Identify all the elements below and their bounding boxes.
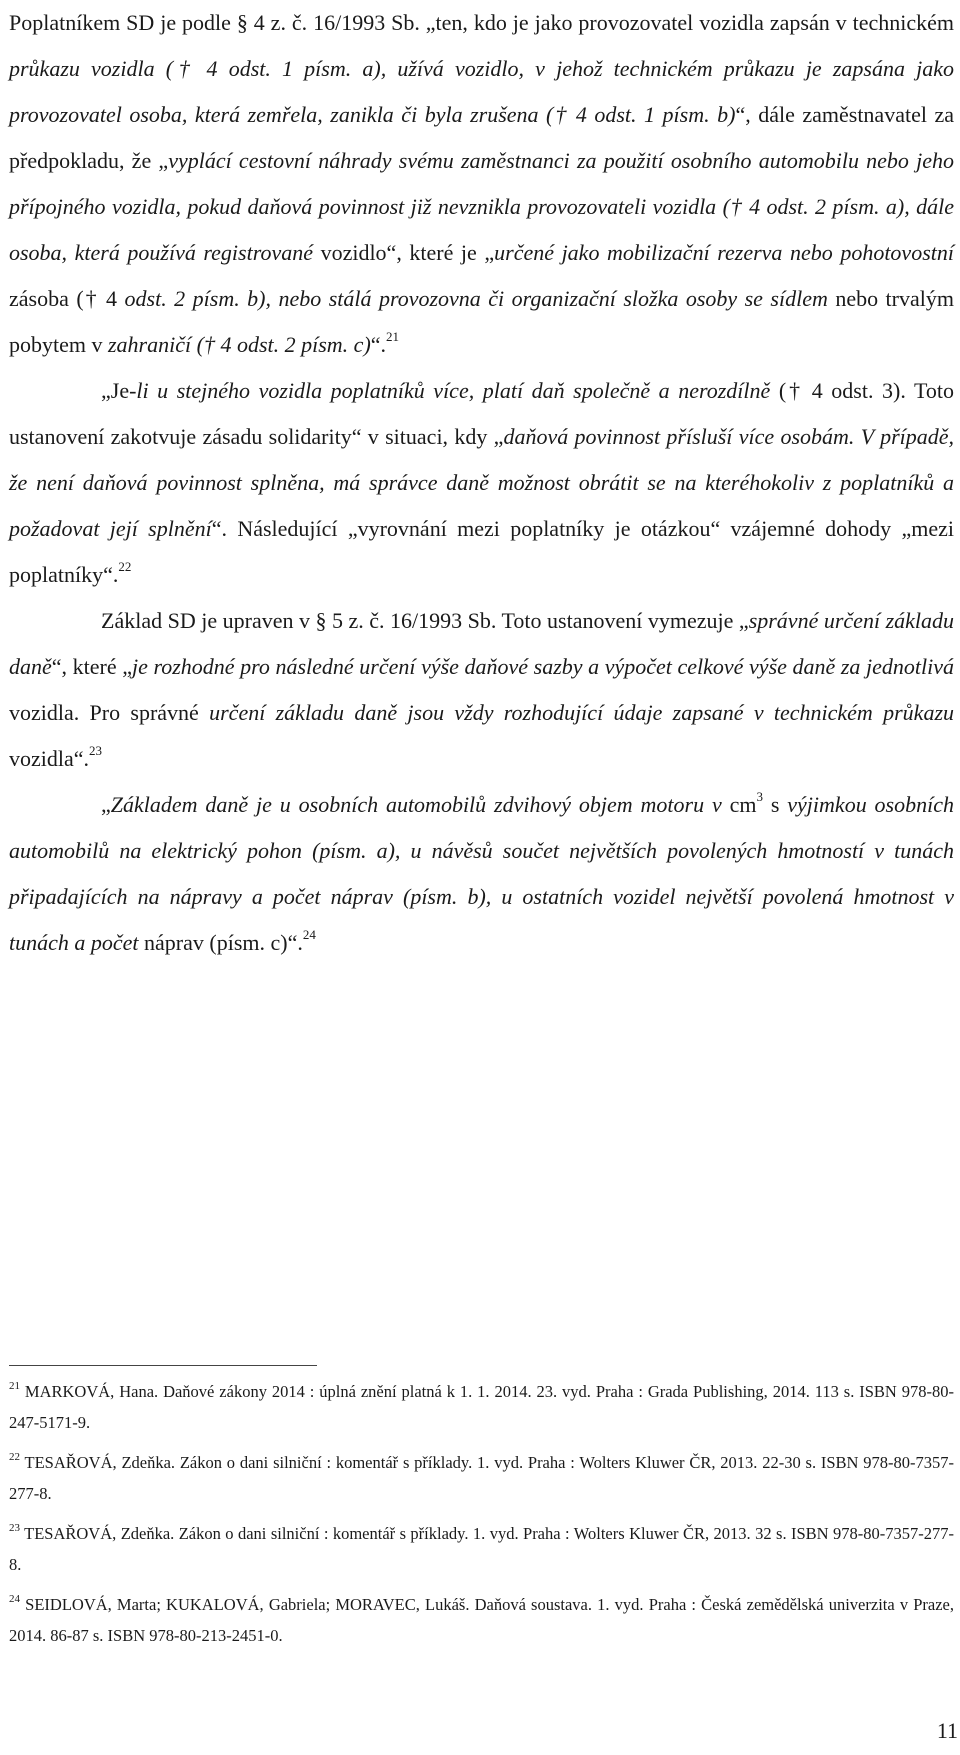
text-run: zásoba († 4 <box>9 286 125 311</box>
text-run: náprav (písm. c)“. <box>138 930 303 955</box>
text-run: cm <box>721 792 757 817</box>
paragraph <box>9 782 954 966</box>
paragraph <box>9 0 954 368</box>
text-run: vozidla“. <box>9 746 90 771</box>
text-run: Poplatníkem SD je podle § 4 z. č. 16/1993 Sb. „ten, kdo je jako provozovatel vozidla zapsán v technickém <box>9 10 954 35</box>
footnote <box>9 1376 954 1438</box>
footnote-number: 21 <box>9 1379 20 1392</box>
italic-text: daňová povinnost přísluší více osobám. V případě, že není daňová povinnost splněna, má správce daně možnost obrátit se na kteréhokoliv z poplatníků a požadovat její splnění <box>9 424 955 541</box>
footnote-reference: 24 <box>302 926 316 942</box>
footnote-number: 23 <box>9 1521 20 1534</box>
text-run: vozidlo“, které je „ <box>320 240 495 265</box>
footnote-reference: 22 <box>118 558 132 574</box>
footnote-number: 22 <box>9 1450 20 1463</box>
text-run: „Je- <box>101 378 137 403</box>
italic-text: průkazu vozidla († 4 odst. 1 písm. a), užívá vozidlo, v jehož technickém průkazu je zapsána jako provozovatel osoba, která zemřela, zanikla či byla zrušena († 4 odst. 1 písm. b) <box>9 56 954 127</box>
page-number: 11 <box>936 1718 958 1743</box>
italic-text: určení základu daně jsou vždy rozhodující údaje zapsané v technickém průkazu <box>209 700 955 725</box>
footnote-number: 24 <box>9 1592 20 1605</box>
text-run: Základ SD je upraven v § 5 z. č. 16/1993 Sb. Toto ustanovení vymezuje „ <box>101 608 749 633</box>
footnote-separator <box>9 1365 317 1366</box>
footnote <box>9 1518 954 1580</box>
italic-text: určené jako mobilizační rezerva nebo pohotovostní <box>494 240 954 265</box>
text-run: “, dále zaměstnavatel za předpokladu, že „ <box>9 102 954 173</box>
footnote-text: TESAŘOVÁ, Zdeňka. Zákon o dani silniční : komentář s příklady. 1. vyd. Praha : Wolters Kluwer ČR, 2013. 22-30 s. ISBN 978-80-7357-277-8. <box>9 1453 955 1503</box>
text-run: vozidla. Pro správné <box>9 700 210 725</box>
footnote-text: SEIDLOVÁ, Marta; KUKALOVÁ, Gabriela; MORAVEC, Lukáš. Daňová soustava. 1. vyd. Praha : Česká zemědělská univerzita v Praze, 2014. 86-87 s. ISBN 978-80-213-2451-0. <box>9 1595 955 1645</box>
paragraph <box>9 368 954 598</box>
text-run: “, které „ <box>51 654 132 679</box>
text-run: “. <box>370 332 387 357</box>
footnote-reference: 3 <box>756 788 763 804</box>
text-run: († 4 odst. 3). Toto ustanovení zakotvuje zásadu solidarity“ v situaci, kdy „ <box>9 378 954 449</box>
text-run: „ <box>101 792 111 817</box>
text-run: “. Následující „vyrovnání mezi poplatníky je otázkou“ vzájemné dohody „mezi poplatníky“. <box>9 516 954 587</box>
footnotes <box>9 1376 954 1660</box>
text-run: s <box>762 792 788 817</box>
italic-text: li u stejného vozidla poplatníků více, platí daň společně a nerozdílně <box>136 378 771 403</box>
footnote <box>9 1589 954 1651</box>
body-text <box>9 0 954 966</box>
text-run: nebo trvalým pobytem v <box>9 286 954 357</box>
italic-text: výjimkou osobních automobilů na elektrický pohon (písm. a), u návěsů součet největších povolených hmotností v tunách připadajících na nápravy a počet náprav (písm. b), u ostatních vozidel největší povolená hmotnost v tunách a počet <box>9 792 954 955</box>
footnote-text: TESAŘOVÁ, Zdeňka. Zákon o dani silniční : komentář s příklady. 1. vyd. Praha : Wolters Kluwer ČR, 2013. 32 s. ISBN 978-80-7357-277-8. <box>9 1524 955 1574</box>
footnote-text: MARKOVÁ, Hana. Daňové zákony 2014 : úplná znění platná k 1. 1. 2014. 23. vyd. Praha : Grada Publishing, 2014. 113 s. ISBN 978-80-247-5171-9. <box>9 1382 954 1432</box>
footnote <box>9 1447 954 1509</box>
italic-text: zahraničí († 4 odst. 2 písm. c) <box>108 332 371 357</box>
italic-text: vyplácí cestovní náhrady svému zaměstnanci za použití osobního automobilu nebo jeho přípojného vozidla, pokud daňová povinnost již nevznikla provozovateli vozidla († 4 odst. 2 písm. a), dále osoba, která používá registrované <box>9 148 955 265</box>
italic-text: je rozhodné pro následné určení výše daňové sazby a výpočet celkové výše daně za jednotlivá <box>131 654 955 679</box>
paragraph <box>9 598 954 782</box>
footnote-reference: 23 <box>89 742 103 758</box>
italic-text: správné určení základu daně <box>9 608 955 679</box>
italic-text: Základem daně je u osobních automobilů zdvihový objem motoru v <box>110 792 722 817</box>
italic-text: odst. 2 písm. b), nebo stálá provozovna či organizační složka osoby se sídlem <box>124 286 836 311</box>
footnote-reference: 21 <box>386 328 400 344</box>
